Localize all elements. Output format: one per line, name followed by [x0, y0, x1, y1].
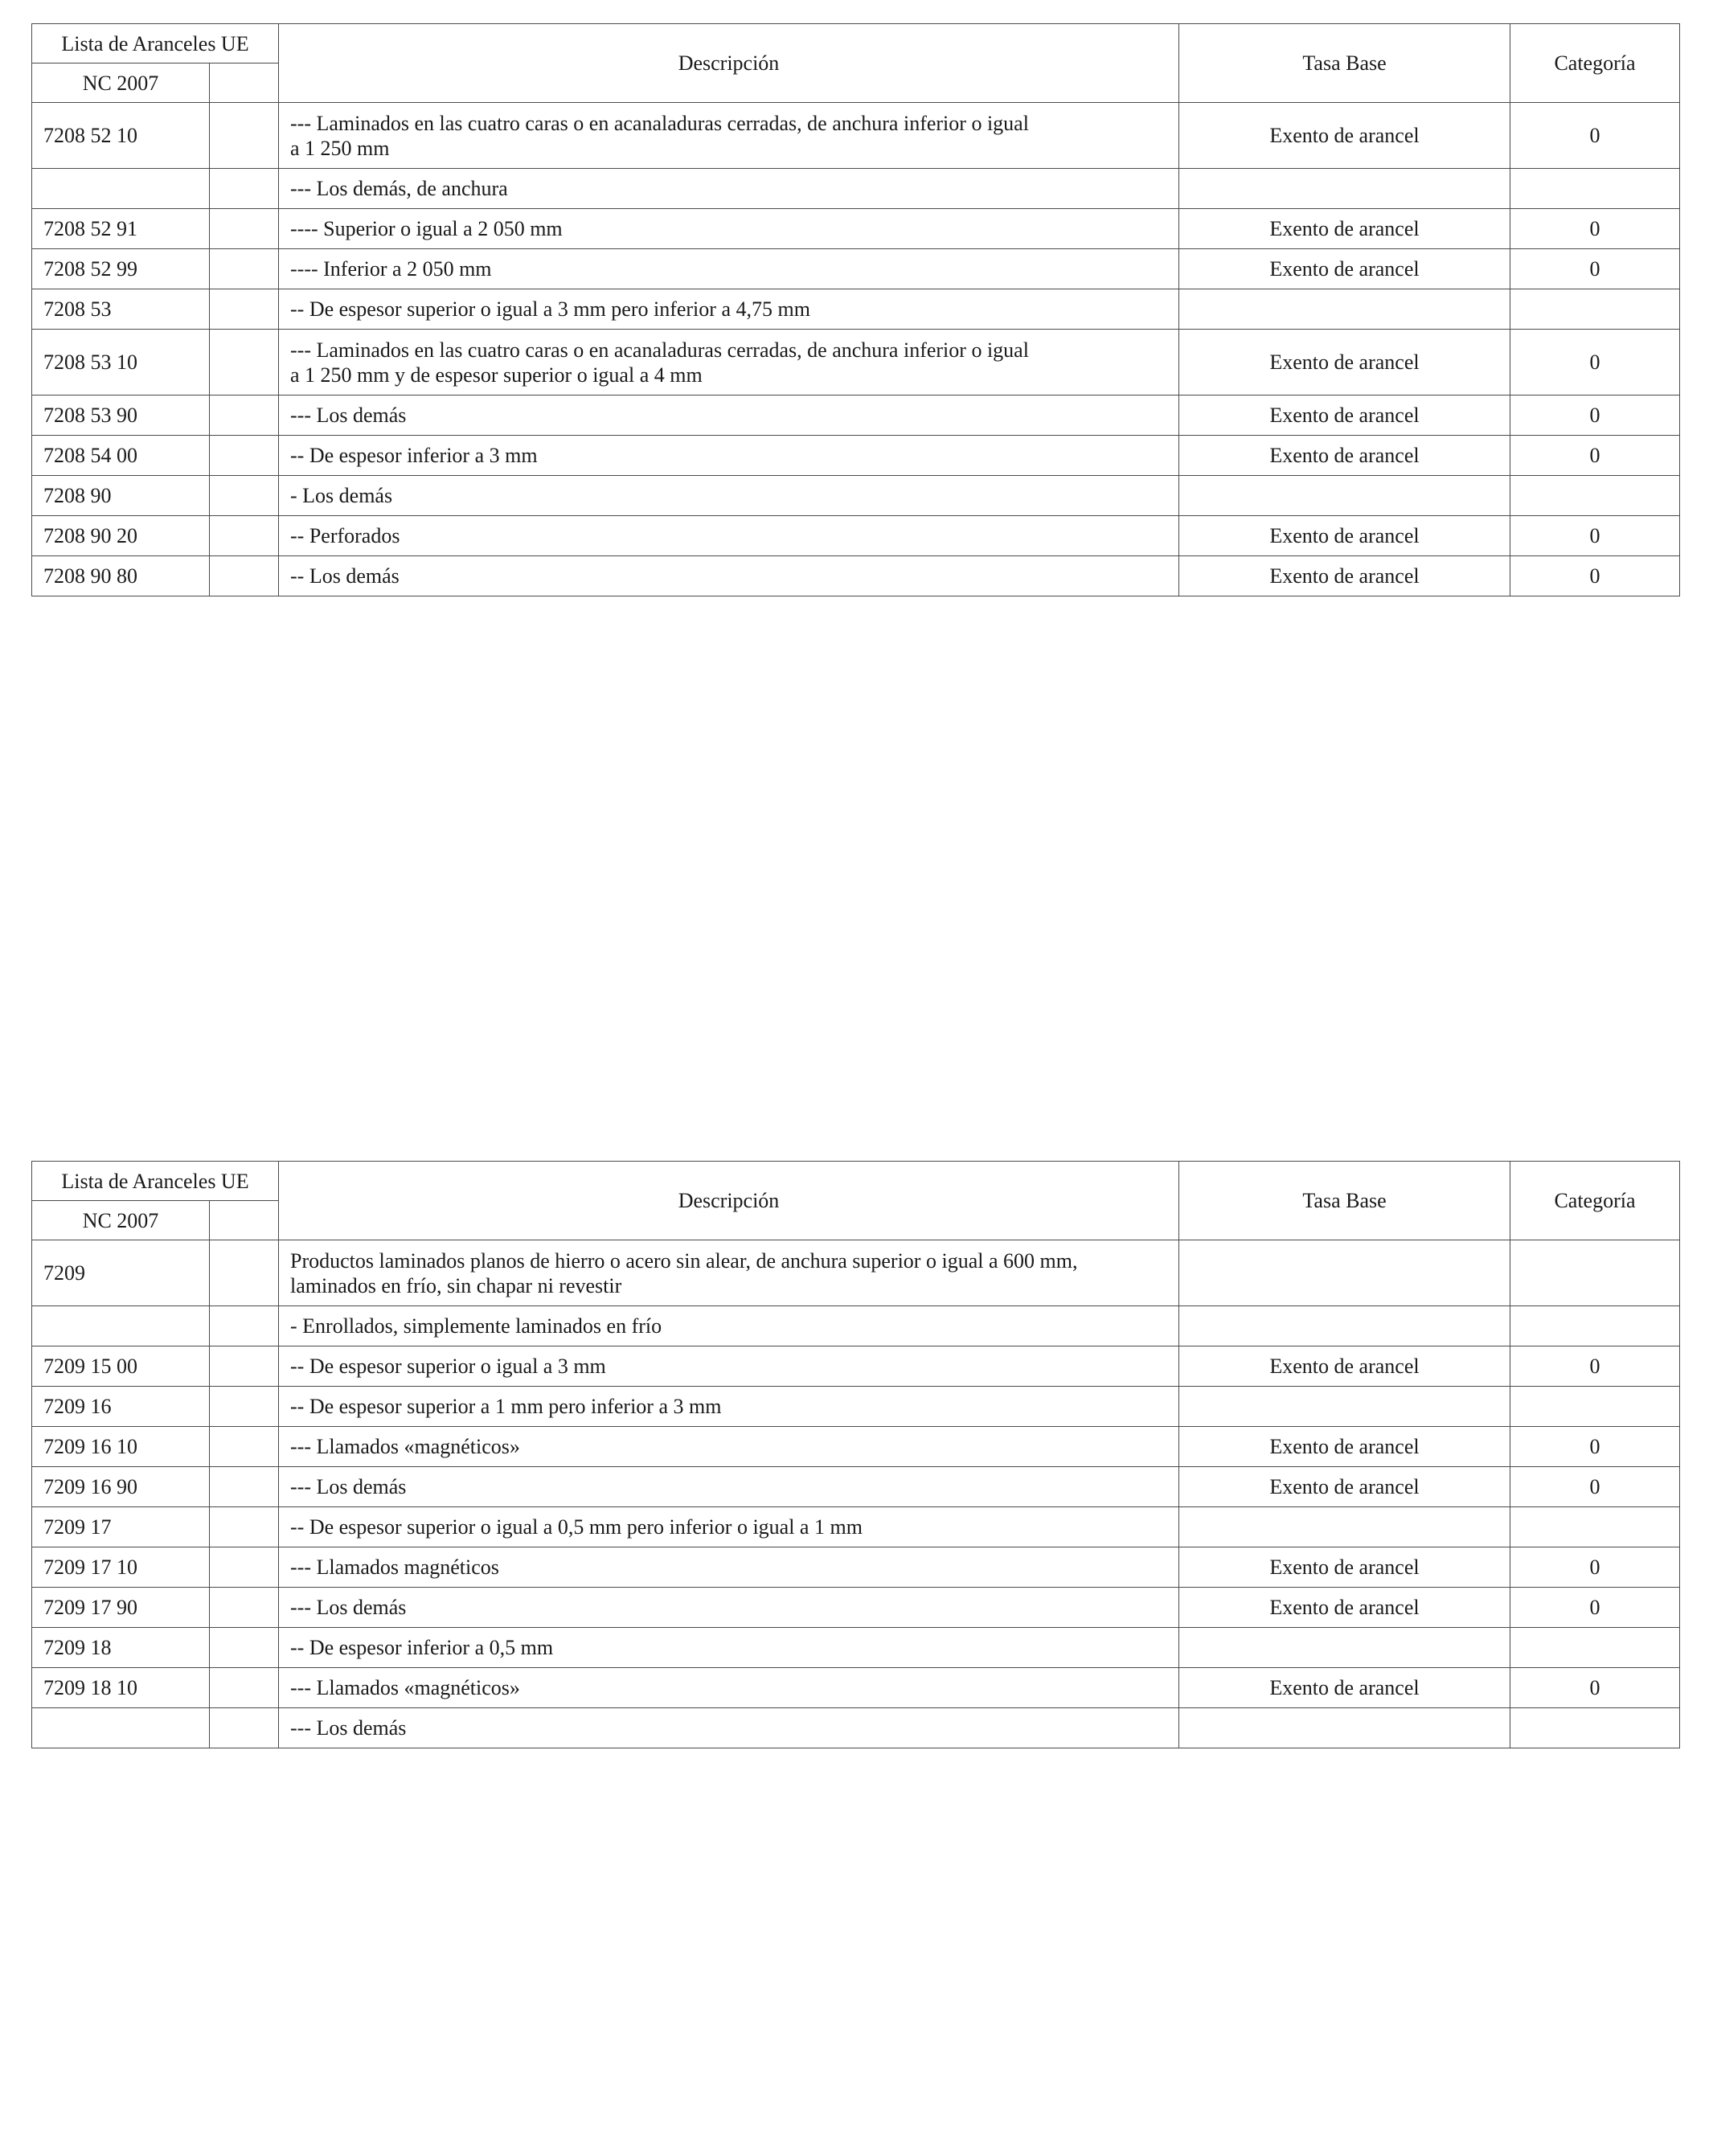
empty-cell: [210, 1346, 279, 1387]
table-row: [32, 1427, 1680, 1467]
empty-cell: [210, 1708, 279, 1748]
description: -- Los demás: [279, 556, 1179, 596]
base-rate: Exento de arancel: [1179, 209, 1510, 249]
base-rate: Exento de arancel: [1179, 396, 1510, 436]
base-rate: Exento de arancel: [1179, 1427, 1510, 1467]
table-row: [32, 476, 1680, 516]
description-line: a 1 250 mm: [290, 136, 390, 160]
empty-cell: [210, 169, 279, 209]
header-descripcion: Descripción: [279, 1162, 1179, 1240]
base-rate: Exento de arancel: [1179, 436, 1510, 476]
table-row: [32, 289, 1680, 330]
category: [1510, 1387, 1680, 1427]
header-row: [32, 24, 1680, 64]
nc-code: 7208 53 90: [32, 396, 210, 436]
table-row: [32, 1507, 1680, 1547]
base-rate: Exento de arancel: [1179, 249, 1510, 289]
description: - Enrollados, simplemente laminados en frío: [279, 1306, 1179, 1346]
empty-cell: [210, 436, 279, 476]
description: -- De espesor superior o igual a 3 mm pero inferior a 4,75 mm: [279, 289, 1179, 330]
description: --- Los demás: [279, 1708, 1179, 1748]
empty-cell: [210, 516, 279, 556]
description: - Los demás: [279, 476, 1179, 516]
base-rate: Exento de arancel: [1179, 1346, 1510, 1387]
nc-code: 7209 17 90: [32, 1588, 210, 1628]
nc-code: 7209 15 00: [32, 1346, 210, 1387]
category: 0: [1510, 1588, 1680, 1628]
nc-code: 7209 16 90: [32, 1467, 210, 1507]
header-tasa-base: Tasa Base: [1179, 1162, 1510, 1240]
table-row: [32, 1240, 1680, 1306]
category: [1510, 289, 1680, 330]
nc-code: 7208 52 99: [32, 249, 210, 289]
empty-cell: [210, 1668, 279, 1708]
category: [1510, 1708, 1680, 1748]
nc-code: [32, 1708, 210, 1748]
table-row: [32, 1708, 1680, 1748]
description: -- De espesor inferior a 0,5 mm: [279, 1628, 1179, 1668]
category: 0: [1510, 249, 1680, 289]
nc-code: 7209 16 10: [32, 1427, 210, 1467]
table-row: [32, 330, 1680, 396]
nc-code: 7208 90 20: [32, 516, 210, 556]
empty-cell: [210, 1467, 279, 1507]
category: [1510, 1306, 1680, 1346]
table-row: [32, 1628, 1680, 1668]
nc-code: [32, 169, 210, 209]
base-rate: [1179, 1240, 1510, 1306]
table-row: [32, 169, 1680, 209]
header-row: [32, 1162, 1680, 1201]
category: 0: [1510, 209, 1680, 249]
base-rate: Exento de arancel: [1179, 330, 1510, 396]
category: 0: [1510, 396, 1680, 436]
base-rate: Exento de arancel: [1179, 556, 1510, 596]
category: 0: [1510, 330, 1680, 396]
table-row: [32, 1588, 1680, 1628]
base-rate: Exento de arancel: [1179, 516, 1510, 556]
category: 0: [1510, 1427, 1680, 1467]
tariff-table-2: [31, 1161, 1680, 1748]
base-rate: [1179, 1507, 1510, 1547]
nc-code: 7209 17: [32, 1507, 210, 1547]
empty-cell: [210, 1387, 279, 1427]
empty-cell: [210, 289, 279, 330]
header-categoria: Categoría: [1510, 1162, 1680, 1240]
header-descripcion: Descripción: [279, 24, 1179, 103]
table-row: [32, 1306, 1680, 1346]
base-rate: [1179, 1387, 1510, 1427]
tariff-table-1: [31, 23, 1680, 596]
description-line: laminados en frío, sin chapar ni revestir: [290, 1273, 622, 1297]
header-empty-cell: [210, 64, 279, 103]
nc-code: 7208 90 80: [32, 556, 210, 596]
category: 0: [1510, 1547, 1680, 1588]
table-row: [32, 1547, 1680, 1588]
category: [1510, 476, 1680, 516]
empty-cell: [210, 209, 279, 249]
description: [279, 1240, 1179, 1306]
category: 0: [1510, 436, 1680, 476]
empty-cell: [210, 103, 279, 169]
description-line: --- Laminados en las cuatro caras o en acanaladuras cerradas, de anchura inferior o igual: [290, 338, 1029, 362]
table-row: [32, 1467, 1680, 1507]
header-tasa-base: Tasa Base: [1179, 24, 1510, 103]
base-rate: [1179, 289, 1510, 330]
base-rate: Exento de arancel: [1179, 1547, 1510, 1588]
description: --- Llamados «magnéticos»: [279, 1668, 1179, 1708]
base-rate: [1179, 169, 1510, 209]
description: -- De espesor superior o igual a 0,5 mm pero inferior o igual a 1 mm: [279, 1507, 1179, 1547]
category: [1510, 1628, 1680, 1668]
nc-code: 7208 54 00: [32, 436, 210, 476]
base-rate: [1179, 1306, 1510, 1346]
description: ---- Superior o igual a 2 050 mm: [279, 209, 1179, 249]
category: [1510, 1507, 1680, 1547]
table-row: [32, 1346, 1680, 1387]
header-nc-2007: NC 2007: [32, 1201, 210, 1240]
empty-cell: [210, 1427, 279, 1467]
description: -- De espesor superior o igual a 3 mm: [279, 1346, 1179, 1387]
category: 0: [1510, 103, 1680, 169]
header-lista-aranceles: Lista de Aranceles UE: [32, 1162, 279, 1201]
description: --- Los demás: [279, 1467, 1179, 1507]
nc-code: 7209: [32, 1240, 210, 1306]
base-rate: Exento de arancel: [1179, 1668, 1510, 1708]
empty-cell: [210, 1240, 279, 1306]
description-line: a 1 250 mm y de espesor superior o igual a 4 mm: [290, 363, 703, 387]
category: 0: [1510, 1467, 1680, 1507]
nc-code: [32, 1306, 210, 1346]
empty-cell: [210, 556, 279, 596]
empty-cell: [210, 476, 279, 516]
nc-code: 7209 17 10: [32, 1547, 210, 1588]
table-row: [32, 209, 1680, 249]
description: --- Llamados magnéticos: [279, 1547, 1179, 1588]
header-empty-cell: [210, 1201, 279, 1240]
nc-code: 7208 90: [32, 476, 210, 516]
description: [279, 103, 1179, 169]
empty-cell: [210, 249, 279, 289]
description: [279, 330, 1179, 396]
category: 0: [1510, 556, 1680, 596]
category: 0: [1510, 1346, 1680, 1387]
description: --- Los demás: [279, 396, 1179, 436]
header-nc-2007: NC 2007: [32, 64, 210, 103]
base-rate: [1179, 1708, 1510, 1748]
description: --- Llamados «magnéticos»: [279, 1427, 1179, 1467]
table-row: [32, 103, 1680, 169]
nc-code: 7209 16: [32, 1387, 210, 1427]
description: -- De espesor inferior a 3 mm: [279, 436, 1179, 476]
nc-code: 7208 53: [32, 289, 210, 330]
empty-cell: [210, 1547, 279, 1588]
empty-cell: [210, 1306, 279, 1346]
empty-cell: [210, 396, 279, 436]
description-line: Productos laminados planos de hierro o acero sin alear, de anchura superior o igual a 600 mm,: [290, 1248, 1078, 1273]
description: -- Perforados: [279, 516, 1179, 556]
table-row: [32, 436, 1680, 476]
nc-code: 7209 18 10: [32, 1668, 210, 1708]
table-row: [32, 396, 1680, 436]
table-row: [32, 1668, 1680, 1708]
empty-cell: [210, 1588, 279, 1628]
table-row: [32, 1387, 1680, 1427]
base-rate: Exento de arancel: [1179, 1467, 1510, 1507]
empty-cell: [210, 1628, 279, 1668]
nc-code: 7208 53 10: [32, 330, 210, 396]
base-rate: [1179, 1628, 1510, 1668]
description: --- Los demás, de anchura: [279, 169, 1179, 209]
table-row: [32, 556, 1680, 596]
description: ---- Inferior a 2 050 mm: [279, 249, 1179, 289]
base-rate: [1179, 476, 1510, 516]
nc-code: 7209 18: [32, 1628, 210, 1668]
empty-cell: [210, 330, 279, 396]
category: 0: [1510, 1668, 1680, 1708]
empty-cell: [210, 1507, 279, 1547]
table-row: [32, 516, 1680, 556]
category: 0: [1510, 516, 1680, 556]
description: --- Los demás: [279, 1588, 1179, 1628]
category: [1510, 169, 1680, 209]
description: -- De espesor superior a 1 mm pero inferior a 3 mm: [279, 1387, 1179, 1427]
nc-code: 7208 52 10: [32, 103, 210, 169]
nc-code: 7208 52 91: [32, 209, 210, 249]
table-row: [32, 249, 1680, 289]
header-categoria: Categoría: [1510, 24, 1680, 103]
category: [1510, 1240, 1680, 1306]
description-line: --- Laminados en las cuatro caras o en acanaladuras cerradas, de anchura inferior o igual: [290, 111, 1029, 135]
base-rate: Exento de arancel: [1179, 103, 1510, 169]
base-rate: Exento de arancel: [1179, 1588, 1510, 1628]
header-lista-aranceles: Lista de Aranceles UE: [32, 24, 279, 64]
